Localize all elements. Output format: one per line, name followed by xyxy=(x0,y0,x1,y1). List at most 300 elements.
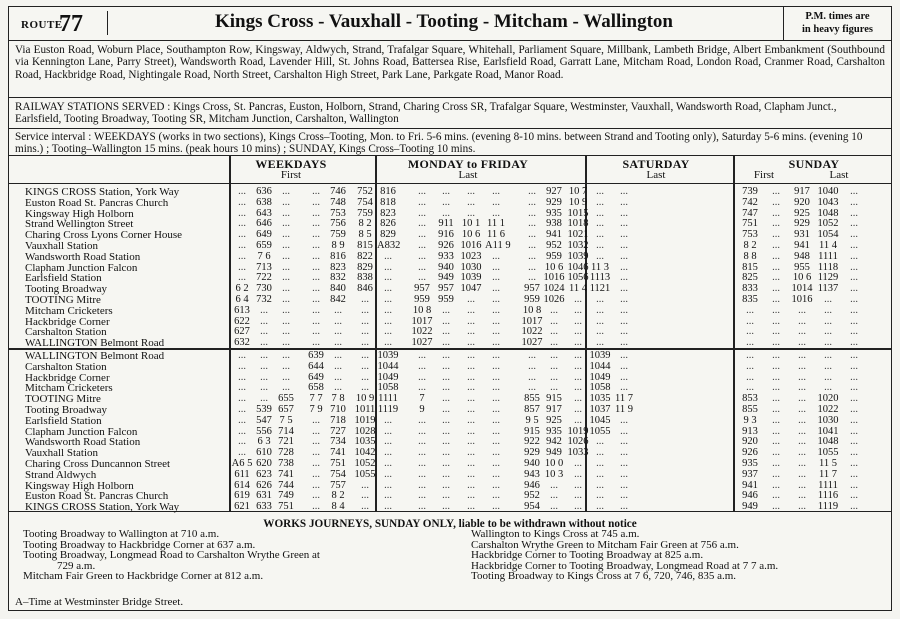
time-cell: ... xyxy=(312,414,320,426)
time-cell: 1048 xyxy=(817,436,839,448)
time-cell: ... xyxy=(312,447,320,459)
time-cell: ... xyxy=(550,337,558,349)
station-northbound-14: KINGS CROSS Station, York Way xyxy=(25,501,180,514)
time-cell: ... xyxy=(528,240,536,251)
works-journey-line: Tooting Broadway, Longmead Road to Carshalton Wrythe Green at xyxy=(23,549,320,562)
time-cell: 644 xyxy=(308,360,324,372)
time-cell: 721 xyxy=(278,436,294,448)
time-cell: ... xyxy=(334,315,342,327)
time-cell: ... xyxy=(384,479,392,491)
time-cell: ... xyxy=(772,196,780,208)
time-cell: ... xyxy=(620,261,628,273)
time-cell: 632 xyxy=(234,337,250,349)
time-cell: ... xyxy=(596,294,604,305)
time-cell: ... xyxy=(596,326,604,338)
time-cell: 7 6 xyxy=(257,250,271,262)
time-cell: ... xyxy=(596,250,604,262)
time-cell: ... xyxy=(596,315,604,327)
time-cell: ... xyxy=(620,186,628,197)
time-cell: 6 2 xyxy=(235,283,249,295)
time-cell: 659 xyxy=(256,240,272,251)
time-cell: ... xyxy=(528,261,536,273)
time-cell: 1030 xyxy=(817,414,839,426)
time-cell: ... xyxy=(620,283,628,295)
time-cell: 916 xyxy=(438,229,454,241)
time-cell: ... xyxy=(772,414,780,426)
time-cell: ... xyxy=(282,261,290,273)
time-cell: 948 xyxy=(794,250,810,262)
time-cell: ... xyxy=(850,196,858,208)
service-interval: Service interval : WEEKDAYS (works in two sections), Kings Cross–Tooting, Mon. to Fri. 5-6 mins. (evening 8-10 mins. between Strand and Tooting only), Saturday 5-6 mins. (evening 10 mins.) ; Tooting–Wallington 15 mins. (peak hours 10 mins) ; SUNDAY, Kings Cross–Tooting 10 mins. xyxy=(15,131,863,156)
time-cell: ... xyxy=(442,337,450,349)
time-cell: ... xyxy=(384,468,392,480)
time-cell: ... xyxy=(418,468,426,480)
time-cell: ... xyxy=(312,240,320,251)
time-cell: ... xyxy=(772,468,780,480)
time-cell: 1021 xyxy=(567,229,589,241)
route-box xyxy=(13,11,108,35)
works-journeys-right xyxy=(471,529,778,582)
time-cell: 11 7 xyxy=(819,468,837,480)
time-cell: ... xyxy=(418,272,426,284)
time-cell: 1055 xyxy=(589,425,611,437)
time-cell: ... xyxy=(442,425,450,437)
time-cell: ... xyxy=(260,304,268,316)
time-cell: ... xyxy=(238,436,246,448)
time-cell: 657 xyxy=(278,404,294,415)
time-cell: ... xyxy=(282,240,290,251)
time-cell: ... xyxy=(574,350,582,361)
time-cell: 959 xyxy=(524,294,540,305)
time-cell: 10 6 xyxy=(544,261,564,273)
time-cell: ... xyxy=(334,326,342,338)
time-cell: ... xyxy=(238,218,246,230)
time-cell: 835 xyxy=(742,294,758,305)
time-cell: ... xyxy=(850,436,858,448)
time-cell: ... xyxy=(238,360,246,372)
time-cell: ... xyxy=(418,240,426,251)
time-cell: ... xyxy=(850,382,858,394)
time-cell: 1019 xyxy=(354,414,376,426)
time-cell: 1137 xyxy=(817,283,839,295)
station-northbound-0: WALLINGTON Belmont Road xyxy=(25,350,165,362)
time-cell: 658 xyxy=(308,382,324,394)
time-cell: ... xyxy=(492,261,500,273)
time-cell: 633 xyxy=(256,501,272,513)
works-journey-line: Mitcham Fair Green to Hackbridge Corner at 812 a.m. xyxy=(23,570,264,583)
time-cell: 1116 xyxy=(817,490,839,502)
time-cell: ... xyxy=(238,393,246,405)
time-cell: ... xyxy=(574,315,582,327)
time-cell: ... xyxy=(528,250,536,262)
time-cell: 10 6 xyxy=(461,229,481,241)
time-cell: ... xyxy=(492,393,500,405)
time-cell: ... xyxy=(528,186,536,197)
time-cell: ... xyxy=(772,294,780,305)
time-cell: 1032 xyxy=(567,240,589,251)
time-cell: ... xyxy=(850,207,858,219)
time-cell: ... xyxy=(361,294,369,305)
time-cell: ... xyxy=(528,272,536,284)
time-cell: ... xyxy=(772,350,780,361)
time-cell: 957 xyxy=(438,283,454,295)
time-cell: 8 2 xyxy=(358,218,372,230)
time-cell: 11 4 xyxy=(819,240,837,251)
time-cell: ... xyxy=(574,382,582,394)
time-cell: ... xyxy=(418,490,426,502)
time-cell: 1048 xyxy=(817,207,839,219)
time-cell: 751 xyxy=(278,501,294,513)
time-cell: ... xyxy=(746,304,754,316)
time-cell: ... xyxy=(620,490,628,502)
time-cell: 649 xyxy=(308,371,324,383)
time-cell: ... xyxy=(238,196,246,208)
day-header-0: WEEKDAYS xyxy=(255,157,327,171)
time-cell: ... xyxy=(442,468,450,480)
time-cell: ... xyxy=(746,360,754,372)
time-cell: 1041 xyxy=(817,425,839,437)
time-cell: ... xyxy=(620,350,628,361)
time-cell: ... xyxy=(772,272,780,284)
time-cell: 1039 xyxy=(460,272,482,284)
time-cell: ... xyxy=(850,272,858,284)
time-cell: ... xyxy=(312,250,320,262)
time-cell: ... xyxy=(260,360,268,372)
day-header-2: SATURDAY xyxy=(622,157,690,171)
time-cell: 11 4 xyxy=(569,283,587,295)
time-cell: 649 xyxy=(256,229,272,241)
time-cell: ... xyxy=(772,382,780,394)
time-cell: ... xyxy=(850,337,858,349)
time-cell: 10 7 xyxy=(568,186,588,197)
time-cell: 941 xyxy=(546,229,562,241)
time-cell: 1039 xyxy=(589,350,611,361)
time-cell: ... xyxy=(772,458,780,469)
time-cell: ... xyxy=(798,414,806,426)
time-cell: 10 0 xyxy=(544,458,564,469)
time-cell: ... xyxy=(312,337,320,349)
time-cell: ... xyxy=(620,272,628,284)
time-cell: ... xyxy=(574,501,582,513)
time-cell: ... xyxy=(492,371,500,383)
time-cell: ... xyxy=(467,186,475,197)
time-cell: 6 4 xyxy=(235,294,249,305)
time-cell: ... xyxy=(384,458,392,469)
time-cell: 838 xyxy=(357,272,373,284)
time-cell: ... xyxy=(574,360,582,372)
time-cell: 613 xyxy=(234,304,250,316)
route-title: Kings Cross - Vauxhall - Tooting - Mitcham - Wallington xyxy=(214,11,674,32)
time-cell: ... xyxy=(312,468,320,480)
time-cell: ... xyxy=(418,458,426,469)
time-cell: ... xyxy=(238,186,246,197)
time-cell: 825 xyxy=(742,272,758,284)
day-subheader-last: Last xyxy=(829,169,849,181)
time-cell: ... xyxy=(798,350,806,361)
time-cell: ... xyxy=(467,371,475,383)
time-cell: ... xyxy=(574,458,582,469)
time-cell: ... xyxy=(361,337,369,349)
pm-note-line-1: P.M. times are xyxy=(805,11,870,22)
time-cell: ... xyxy=(798,490,806,502)
time-cell: ... xyxy=(620,294,628,305)
time-cell: 829 xyxy=(380,229,396,241)
time-cell: ... xyxy=(492,294,500,305)
time-cell: ... xyxy=(772,436,780,448)
time-cell: ... xyxy=(442,326,450,338)
time-cell: ... xyxy=(492,207,500,219)
time-cell: ... xyxy=(492,250,500,262)
time-cell: 9 5 xyxy=(525,414,539,426)
time-cell: ... xyxy=(850,294,858,305)
time-cell: 643 xyxy=(256,207,272,219)
time-cell: 8 5 xyxy=(358,229,372,241)
station-northbound-12: Kingsway High Holborn xyxy=(25,479,134,492)
time-cell: ... xyxy=(574,304,582,316)
time-cell: ... xyxy=(798,304,806,316)
time-cell: 742 xyxy=(742,196,758,208)
time-cell: 917 xyxy=(794,186,810,197)
time-cell: 751 xyxy=(330,458,346,469)
time-cell: 11 1 xyxy=(487,218,505,230)
time-cell: ... xyxy=(574,479,582,491)
time-cell: 718 xyxy=(330,414,346,426)
station-southbound-1: Euston Road St. Pancras Church xyxy=(25,196,169,209)
time-cell: ... xyxy=(574,326,582,338)
time-cell: 619 xyxy=(234,490,250,502)
time-cell: 1037 xyxy=(589,404,611,415)
time-cell: ... xyxy=(772,283,780,295)
time-cell: ... xyxy=(442,458,450,469)
time-cell: ... xyxy=(550,479,558,491)
time-cell: 929 xyxy=(794,218,810,230)
time-cell: 815 xyxy=(357,240,373,251)
time-cell: ... xyxy=(492,196,500,208)
time-cell: ... xyxy=(238,240,246,251)
time-cell: 818 xyxy=(380,196,396,208)
time-cell: ... xyxy=(282,360,290,372)
time-cell: ... xyxy=(528,382,536,394)
time-cell: ... xyxy=(528,218,536,230)
time-cell: 937 xyxy=(742,468,758,480)
time-cell: 1016 xyxy=(460,240,482,251)
time-cell: ... xyxy=(492,304,500,316)
time-cell: ... xyxy=(492,436,500,448)
time-cell: 623 xyxy=(256,468,272,480)
time-cell: 1058 xyxy=(589,382,611,394)
time-cell: ... xyxy=(772,218,780,230)
time-cell: ... xyxy=(574,294,582,305)
time-cell: ... xyxy=(772,371,780,383)
time-cell: 842 xyxy=(330,294,346,305)
time-cell: ... xyxy=(550,350,558,361)
time-cell: 611 xyxy=(234,468,250,480)
time-cell: ... xyxy=(528,207,536,219)
time-cell: ... xyxy=(260,337,268,349)
time-cell: ... xyxy=(620,240,628,251)
time-cell: 8 2 xyxy=(743,240,757,251)
time-cell: 952 xyxy=(546,240,562,251)
time-cell: ... xyxy=(850,479,858,491)
time-cell: 1033 xyxy=(567,447,589,459)
time-cell: ... xyxy=(528,196,536,208)
station-northbound-13: Euston Road St. Pancras Church xyxy=(25,490,169,503)
time-cell: ... xyxy=(282,350,290,361)
time-cell: 752 xyxy=(357,186,373,197)
time-cell: 1022 xyxy=(521,326,543,338)
time-cell: ... xyxy=(492,447,500,459)
time-cell: ... xyxy=(361,350,369,361)
time-cell: ... xyxy=(850,304,858,316)
time-cell: 728 xyxy=(278,447,294,459)
station-northbound-7: Clapham Junction Falcon xyxy=(25,425,138,438)
time-cell: 713 xyxy=(256,261,272,273)
time-cell: 11 5 xyxy=(819,458,837,469)
time-cell: ... xyxy=(824,337,832,349)
time-cell: ... xyxy=(574,468,582,480)
time-cell: 1017 xyxy=(521,315,543,327)
time-cell: ... xyxy=(850,458,858,469)
time-cell: 11 9 xyxy=(615,404,633,415)
time-cell: 754 xyxy=(330,468,346,480)
time-cell: ... xyxy=(620,447,628,459)
time-cell: 1020 xyxy=(817,393,839,405)
time-cell: ... xyxy=(442,404,450,415)
time-cell: ... xyxy=(850,218,858,230)
time-cell: ... xyxy=(282,229,290,241)
time-cell: 749 xyxy=(278,490,294,502)
time-cell: ... xyxy=(442,207,450,219)
time-cell: ... xyxy=(620,337,628,349)
works-journey-line: Carshalton Wrythe Green to Mitcham Fair Green at 756 a.m. xyxy=(471,538,739,551)
time-cell: ... xyxy=(574,404,582,415)
time-cell: 730 xyxy=(256,283,272,295)
time-cell: ... xyxy=(467,382,475,394)
time-cell: 1023 xyxy=(460,250,482,262)
station-southbound-7: Clapham Junction Falcon xyxy=(25,261,138,274)
time-cell: ... xyxy=(528,350,536,361)
time-cell: 1054 xyxy=(817,229,839,241)
time-cell: ... xyxy=(596,207,604,219)
time-cell: ... xyxy=(620,360,628,372)
time-cell: ... xyxy=(746,337,754,349)
time-cell: ... xyxy=(384,337,392,349)
time-cell: ... xyxy=(772,229,780,241)
day-header-1: MONDAY to FRIDAY xyxy=(407,157,529,171)
time-cell: ... xyxy=(384,294,392,305)
time-cell: ... xyxy=(282,250,290,262)
time-cell: 1118 xyxy=(817,261,839,273)
time-cell: 7 xyxy=(419,393,425,405)
time-cell: ... xyxy=(282,272,290,284)
time-cell: ... xyxy=(620,371,628,383)
time-cell: ... xyxy=(312,425,320,437)
time-cell: ... xyxy=(361,360,369,372)
time-cell: 1043 xyxy=(817,196,839,208)
time-cell: ... xyxy=(596,501,604,513)
time-cell: ... xyxy=(528,229,536,241)
time-cell: ... xyxy=(772,360,780,372)
time-cell: ... xyxy=(492,360,500,372)
time-cell: ... xyxy=(361,326,369,338)
time-cell: ... xyxy=(238,250,246,262)
time-cell: 714 xyxy=(278,425,294,437)
time-cell: 753 xyxy=(330,207,346,219)
time-cell: 1113 xyxy=(589,272,611,284)
time-cell: ... xyxy=(596,186,604,197)
time-cell: ... xyxy=(620,315,628,327)
time-cell: ... xyxy=(772,261,780,273)
time-cell: 539 xyxy=(256,404,272,415)
time-cell: ... xyxy=(596,337,604,349)
time-cell: 747 xyxy=(742,207,758,219)
time-cell: ... xyxy=(312,315,320,327)
time-cell: ... xyxy=(384,261,392,273)
time-cell: ... xyxy=(850,414,858,426)
time-cell: ... xyxy=(850,501,858,513)
time-cell: 746 xyxy=(330,186,346,197)
time-cell: ... xyxy=(574,393,582,405)
time-cell: 10 9 xyxy=(568,196,588,208)
time-cell: ... xyxy=(772,425,780,437)
time-cell: ... xyxy=(620,218,628,230)
time-cell: ... xyxy=(442,196,450,208)
time-cell: ... xyxy=(798,393,806,405)
time-cell: ... xyxy=(596,458,604,469)
time-cell: 920 xyxy=(794,196,810,208)
time-cell: 832 xyxy=(330,272,346,284)
pm-note xyxy=(783,7,891,40)
rule-0 xyxy=(9,155,891,156)
time-cell: ... xyxy=(824,326,832,338)
time-cell: ... xyxy=(467,393,475,405)
day-subheader-first: First xyxy=(753,169,775,181)
time-cell: ... xyxy=(620,425,628,437)
time-cell: 639 xyxy=(308,350,324,361)
time-cell: ... xyxy=(798,447,806,459)
time-cell: 1111 xyxy=(378,393,398,405)
time-cell: ... xyxy=(596,240,604,251)
time-cell: 1026 xyxy=(567,436,589,448)
time-cell: 949 xyxy=(742,501,758,513)
time-cell: ... xyxy=(312,272,320,284)
time-cell: ... xyxy=(596,468,604,480)
time-cell: 757 xyxy=(330,479,346,491)
works-journey-line: Tooting Broadway to Wallington at 710 a.m. xyxy=(23,528,220,540)
time-cell: 622 xyxy=(234,315,250,327)
time-cell: 748 xyxy=(330,196,346,208)
time-cell: ... xyxy=(312,294,320,305)
time-cell: ... xyxy=(282,326,290,338)
time-cell: ... xyxy=(334,371,342,383)
route-label: ROUTE xyxy=(21,19,63,31)
time-cell: 744 xyxy=(278,479,294,491)
time-cell: 959 xyxy=(546,250,562,262)
time-cell: 853 xyxy=(742,393,758,405)
time-cell: 943 xyxy=(524,468,540,480)
time-cell: ... xyxy=(384,272,392,284)
time-cell: ... xyxy=(467,207,475,219)
time-cell: 833 xyxy=(742,283,758,295)
station-northbound-5: Tooting Broadway xyxy=(25,404,108,416)
time-cell: 938 xyxy=(546,218,562,230)
time-cell: ... xyxy=(282,207,290,219)
time-cell: ... xyxy=(746,350,754,361)
time-cell: ... xyxy=(361,304,369,316)
time-cell: ... xyxy=(620,382,628,394)
time-cell: ... xyxy=(467,337,475,349)
time-cell: 738 xyxy=(278,458,294,469)
